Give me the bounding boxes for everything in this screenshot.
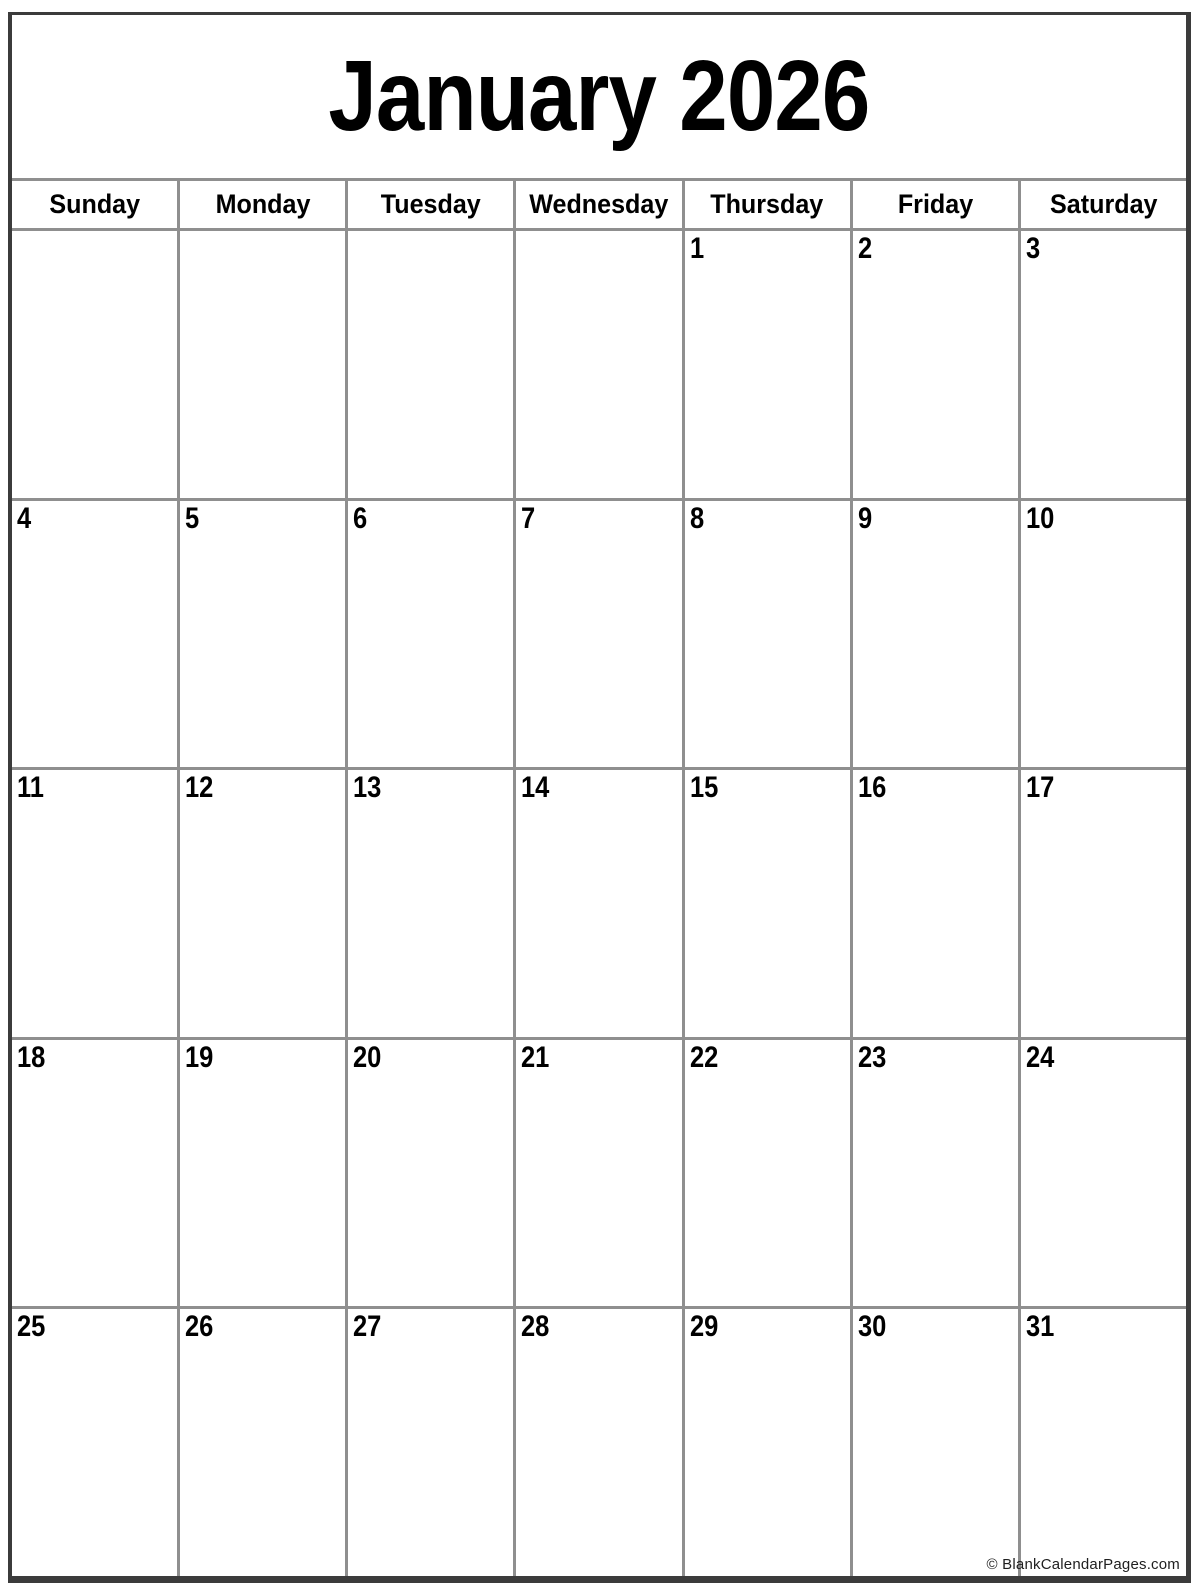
day-cell — [685, 501, 850, 768]
day-cell — [12, 501, 177, 768]
day-cell — [1021, 1309, 1186, 1576]
day-cell — [685, 1040, 850, 1307]
day-number: 20 — [353, 1040, 382, 1074]
day-cell — [516, 1309, 681, 1576]
day-number: 18 — [17, 1040, 46, 1074]
day-cell — [180, 1040, 345, 1307]
day-cell — [1021, 770, 1186, 1037]
day-cell — [180, 501, 345, 768]
day-number: 4 — [17, 501, 32, 535]
day-number: 8 — [689, 501, 704, 535]
watermark: © BlankCalendarPages.com — [986, 1556, 1180, 1573]
day-cell — [516, 1040, 681, 1307]
day-cell — [516, 501, 681, 768]
day-number: 9 — [857, 501, 872, 535]
day-cell — [853, 1309, 1018, 1576]
day-number: 2 — [857, 232, 872, 265]
day-cell — [685, 231, 850, 498]
day-cell — [180, 770, 345, 1037]
day-cell — [12, 231, 177, 498]
weekday-header-wednesday — [516, 181, 681, 228]
day-number: 3 — [1025, 232, 1041, 265]
day-number: 17 — [1025, 771, 1055, 805]
day-number: 14 — [521, 771, 550, 805]
day-number: 1 — [689, 232, 704, 265]
day-number: 31 — [1025, 1310, 1055, 1344]
calendar-grid — [12, 178, 1186, 1576]
day-cell — [348, 1040, 513, 1307]
calendar-frame — [8, 12, 1191, 1583]
day-number: 11 — [17, 771, 44, 805]
day-number: 10 — [1025, 501, 1055, 535]
weekday-label: Sunday — [49, 189, 140, 219]
weekday-header-tuesday — [348, 181, 513, 228]
month-title: January 2026 — [328, 40, 870, 152]
weekday-header-friday — [853, 181, 1018, 228]
day-cell — [348, 770, 513, 1037]
weekday-header-sunday — [12, 181, 177, 228]
day-cell — [348, 1309, 513, 1576]
weekday-label: Wednesday — [529, 189, 669, 219]
day-cell — [853, 231, 1018, 498]
day-number: 6 — [353, 501, 368, 535]
day-number: 29 — [689, 1310, 718, 1344]
weekday-header-monday — [180, 181, 345, 228]
day-cell — [1021, 1040, 1186, 1307]
day-cell — [516, 770, 681, 1037]
day-cell — [348, 501, 513, 768]
day-number: 5 — [185, 501, 200, 535]
day-cell — [853, 501, 1018, 768]
day-number: 25 — [17, 1310, 46, 1344]
day-number: 30 — [857, 1310, 887, 1344]
day-number: 19 — [185, 1040, 214, 1074]
day-number: 26 — [185, 1310, 214, 1344]
day-number: 23 — [857, 1040, 887, 1074]
day-cell — [12, 1040, 177, 1307]
weekday-label: Friday — [897, 189, 973, 219]
day-cell — [1021, 501, 1186, 768]
weekday-label: Monday — [215, 189, 311, 219]
weekday-header-saturday — [1021, 181, 1186, 228]
day-cell — [180, 1309, 345, 1576]
day-number: 15 — [689, 771, 718, 805]
day-cell — [853, 770, 1018, 1037]
day-cell — [853, 1040, 1018, 1307]
day-cell — [180, 231, 345, 498]
day-cell — [1021, 231, 1186, 498]
day-number: 21 — [521, 1040, 550, 1074]
day-number: 22 — [689, 1040, 718, 1074]
day-number: 16 — [857, 771, 887, 805]
day-cell — [348, 231, 513, 498]
day-number: 7 — [521, 501, 536, 535]
day-number: 27 — [353, 1310, 382, 1344]
day-cell — [12, 770, 177, 1037]
weekday-label: Thursday — [710, 189, 824, 219]
title-area — [12, 15, 1186, 178]
day-number: 24 — [1025, 1040, 1055, 1074]
day-number: 12 — [185, 771, 214, 805]
day-number: 13 — [353, 771, 382, 805]
day-cell — [516, 231, 681, 498]
day-number: 28 — [521, 1310, 550, 1344]
day-cell — [685, 770, 850, 1037]
day-cell — [12, 1309, 177, 1576]
weekday-header-thursday — [685, 181, 850, 228]
weekday-label: Saturday — [1049, 189, 1158, 219]
day-cell — [685, 1309, 850, 1576]
weekday-label: Tuesday — [380, 189, 481, 219]
